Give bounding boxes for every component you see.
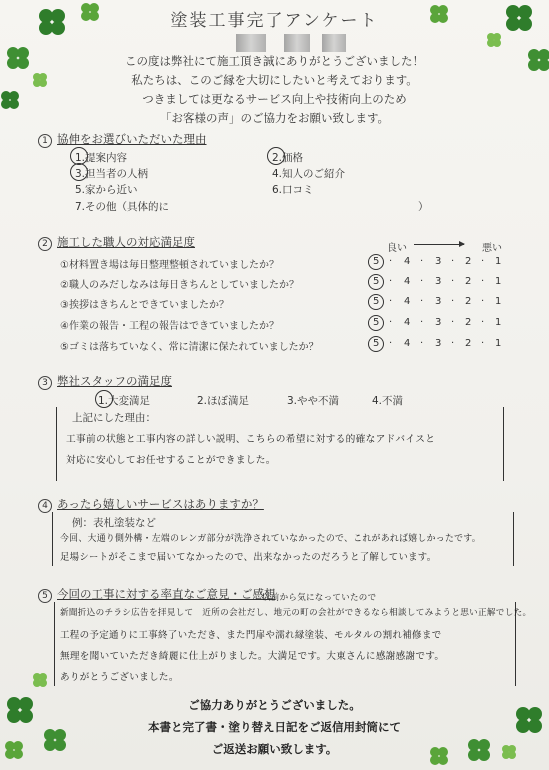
section-number: 2: [38, 237, 52, 251]
scale-separator-dot: ·: [481, 338, 485, 349]
section-2-heading: [38, 234, 195, 251]
s3-option-1: 1.大変満足: [98, 395, 151, 407]
selected-circle-s1-2: [267, 147, 285, 165]
redacted-name-3: [322, 34, 346, 52]
scale-separator-dot: ·: [481, 276, 485, 287]
s4-example: 例：表札塗装など: [72, 517, 156, 529]
selected-rating-circle: [368, 254, 384, 270]
scale-value: 4: [404, 338, 411, 349]
section-number: 4: [38, 499, 52, 513]
satisfaction-question: ②職人のみだしなみは毎日きちんとしていましたか？: [60, 280, 299, 291]
section-title: 協伸をお選びいただいた理由: [57, 132, 207, 146]
scale-separator-dot: ·: [389, 317, 393, 328]
scale-separator-dot: ·: [389, 296, 393, 307]
intro-line-3: つきましては更なるサービス向上や技術向上のため: [142, 92, 407, 106]
s4-handwritten-line-1: 今回、大通り側外構・左端のレンガ部分が洗浄されていなかったので、これがあれば嬉しかったです。: [60, 534, 481, 544]
intro-line-4: 「お客様の声」のご協力をお願い致します。: [159, 111, 390, 125]
section-title: 今回の工事に対する率直なご意見・ご感想: [57, 587, 276, 601]
s3-option-2: 2.ほぼ満足: [197, 395, 250, 407]
section-number: 5: [38, 589, 52, 603]
scale-separator-dot: ·: [451, 276, 455, 287]
reason-label: 上記にした理由：: [72, 412, 156, 424]
scale-separator-dot: ·: [420, 317, 424, 328]
s1-option-7-close: ）: [418, 201, 429, 213]
selected-rating-circle: [368, 336, 384, 352]
scale-separator-dot: ·: [420, 256, 424, 267]
section-number: 1: [38, 134, 52, 148]
scale-separator-dot: ·: [481, 296, 485, 307]
scale-value: 5: [373, 317, 380, 328]
selected-rating-circle: [368, 294, 384, 310]
section-title: 施工した職人の対応満足度: [57, 235, 195, 249]
scale-value: 1: [495, 256, 502, 267]
scale-value: 1: [495, 296, 502, 307]
scale-value: 2: [465, 296, 472, 307]
s5-handwritten-line-1: 新聞折込のチラシ広告を拝見して 近所の会社だし、地元の町の会社ができるなら相談してみようと思い正解でした。: [60, 608, 532, 618]
footer-line-2: 本書と完了書・塗り替え日記をご返信用封筒にて: [148, 720, 401, 734]
scale-value: 3: [435, 256, 442, 267]
selected-circle-s3: [95, 390, 113, 408]
scale-value: 3: [435, 317, 442, 328]
satisfaction-question: ⑤ゴミは落ちていなく、常に清潔に保たれていましたか？: [60, 342, 319, 353]
scale-arrow: [414, 244, 464, 245]
s1-option-3: 3.担当者の人柄: [75, 168, 149, 180]
scale-separator-dot: ·: [451, 296, 455, 307]
selected-rating-circle: [368, 315, 384, 331]
scale-separator-dot: ·: [420, 296, 424, 307]
scale-good-label: 良い: [387, 243, 407, 254]
s5-handwritten-line-4: ありがとうございました。: [60, 672, 179, 683]
scale-value: 5: [373, 338, 380, 349]
scale-separator-dot: ·: [389, 338, 393, 349]
scale-separator-dot: ·: [420, 276, 424, 287]
scale-bad-label: 悪い: [482, 243, 502, 254]
scale-value: 4: [404, 317, 411, 328]
redacted-name-2: [284, 34, 310, 52]
scale-separator-dot: ·: [451, 338, 455, 349]
footer-line-1: ご協力ありがとうございました。: [188, 698, 361, 712]
scale-separator-dot: ·: [451, 317, 455, 328]
intro-line-2: 私たちは、このご縁を大切にしたいと考えております。: [131, 73, 418, 87]
s5-handwritten-line-2: 工程の予定通りに工事終了いただき、また門扉や濡れ縁塗装、モルタルの割れ補修まで: [60, 630, 442, 641]
scale-value: 4: [404, 276, 411, 287]
s4-handwritten-line-2: 足場シートがそこまで届いてなかったので、出来なかったのだろうと了解しています。: [60, 552, 437, 563]
section-number: 3: [38, 376, 52, 390]
document-title: 塗装工事完了アンケート: [170, 11, 379, 31]
s1-option-4: 4.知人のご紹介: [272, 168, 346, 180]
satisfaction-question: ①材料置き場は毎日整理整頓されていましたか？: [60, 260, 279, 271]
scale-value: 1: [495, 338, 502, 349]
s1-option-6: 6.口コミ: [272, 184, 314, 196]
satisfaction-question: ③挨拶はきちんとできていましたか？: [60, 300, 229, 311]
s3-handwritten-line-1: 工事前の状態と工事内容の詳しい説明、こちらの希望に対する的確なアドバイスと: [66, 434, 436, 445]
scale-value: 2: [465, 276, 472, 287]
section-title: 弊社スタッフの満足度: [57, 374, 172, 388]
footer-line-3: ご返送お願い致します。: [211, 742, 338, 756]
scale-separator-dot: ·: [389, 256, 393, 267]
scale-separator-dot: ·: [389, 276, 393, 287]
section-4-heading: [38, 496, 264, 513]
selected-circle-s1-3: [70, 163, 88, 181]
intro-line-1: この度は弊社にて施工頂き誠にありがとうございました！: [125, 54, 424, 68]
satisfaction-question: ④作業の報告・工程の報告はできていましたか？: [60, 321, 279, 332]
s5-handwritten-line-3: 無理を聞いていただき綺麗に仕上がりました。大満足です。大東さんに感謝感謝です。: [60, 651, 445, 662]
s1-option-5: 5.家から近い: [75, 184, 138, 196]
scale-value: 4: [404, 256, 411, 267]
section-1-heading: [38, 131, 207, 148]
scale-value: 3: [435, 296, 442, 307]
redacted-name-1: [236, 34, 266, 52]
scale-value: 5: [373, 296, 380, 307]
s1-option-2: 2.価格: [272, 152, 304, 164]
section-5-heading: [38, 586, 276, 603]
selected-rating-circle: [368, 274, 384, 290]
scale-value: 1: [495, 317, 502, 328]
scale-value: 4: [404, 296, 411, 307]
scale-separator-dot: ·: [481, 256, 485, 267]
s5-handwritten-insert: 以前から気になっていたので: [262, 593, 377, 603]
s3-option-4: 4.不満: [372, 395, 404, 407]
scale-value: 3: [435, 276, 442, 287]
scale-value: 2: [465, 256, 472, 267]
scale-separator-dot: ·: [420, 338, 424, 349]
scale-value: 5: [373, 276, 380, 287]
scale-value: 1: [495, 276, 502, 287]
section-3-heading: [38, 373, 172, 390]
scale-value: 5: [373, 256, 380, 267]
scale-value: 3: [435, 338, 442, 349]
scale-separator-dot: ·: [481, 317, 485, 328]
scale-separator-dot: ·: [451, 256, 455, 267]
scale-value: 2: [465, 317, 472, 328]
s3-handwritten-line-2: 対応に安心してお任せすることができました。: [66, 455, 276, 466]
scale-value: 2: [465, 338, 472, 349]
section-title: あったら嬉しいサービスはありますか？: [57, 497, 264, 511]
s1-option-7: 7.その他（具体的に: [75, 201, 170, 213]
s1-option-1: 1.提案内容: [75, 152, 128, 164]
s3-option-3: 3.やや不満: [287, 395, 340, 407]
